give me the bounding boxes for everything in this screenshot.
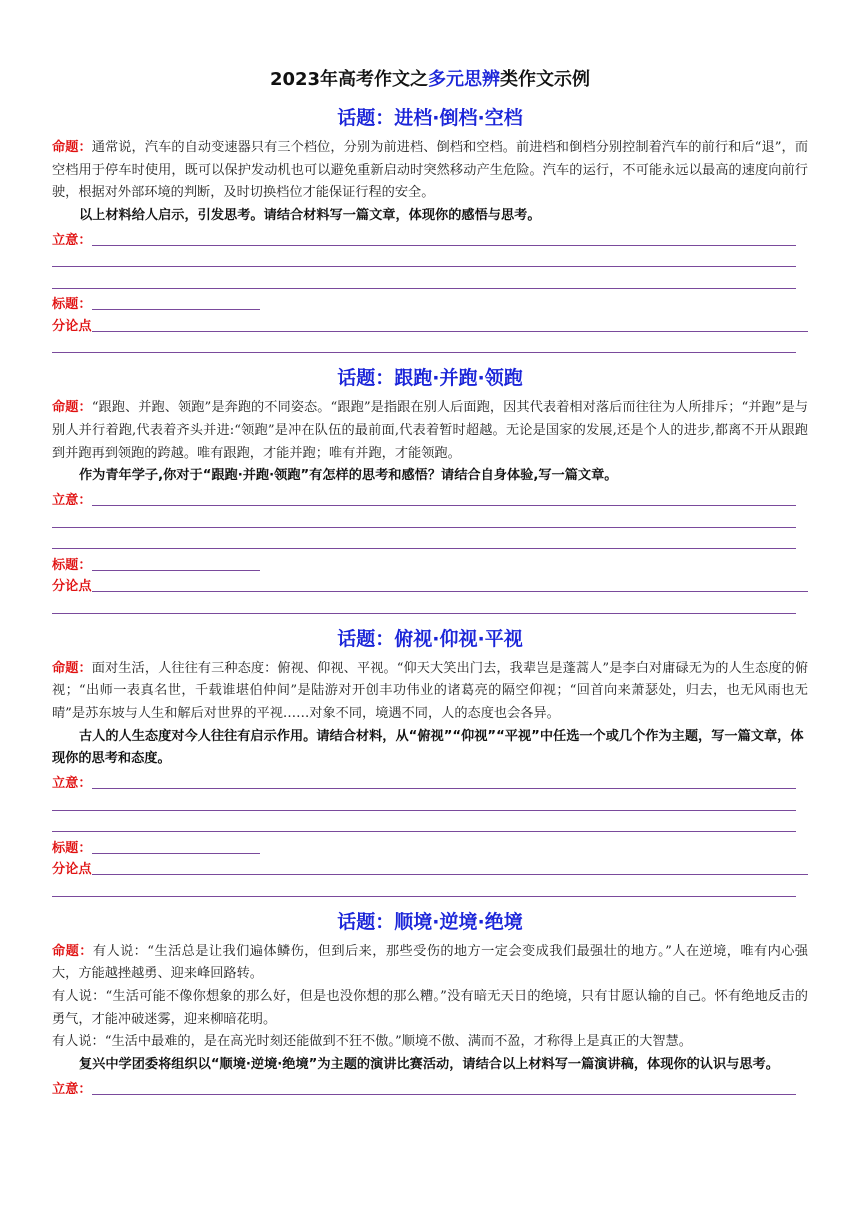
topic-heading: 话题：顺境·逆境·绝境 <box>337 910 523 933</box>
writing-rule <box>52 352 796 353</box>
prompt-label: 命题： <box>52 660 92 676</box>
idea-line[interactable] <box>52 1076 808 1098</box>
prompt-label: 命题： <box>52 943 93 959</box>
headline-label: 标题： <box>52 557 92 573</box>
idea-line-2[interactable] <box>52 249 808 271</box>
prompt-label: 命题： <box>52 140 92 155</box>
writing-task: 作为青年学子,你对于“跟跑·并跑·领跑”有怎样的思考和感悟？请结合自身体验,写一篇文章。 <box>79 468 618 484</box>
points-line-2[interactable] <box>52 878 808 900</box>
headline-line[interactable] <box>52 835 808 857</box>
writing-rule <box>52 288 796 289</box>
points-line[interactable] <box>52 857 808 879</box>
idea-line-3[interactable] <box>52 270 808 292</box>
topic-section-4 <box>52 903 808 1098</box>
idea-line[interactable] <box>52 771 808 793</box>
headline-line[interactable] <box>52 292 808 314</box>
writing-rule <box>92 245 796 246</box>
writing-rule <box>92 874 808 875</box>
material-text: “跟跑、并跑、领跑”是奔跑的不同姿态。“跟跑”是指跟在别人后面跑，因其代表着相对落后而往往为人所排斥；“并跑”是与别人并行着跑,代表着齐头并进:“领跑”是冲在队伍的最前面,代表着暂时超越。无论是国家的发展,还是个人的进步,都离不开从跟跑到并跑再到领跑的跨越。唯有跟跑，才能并跑；唯有并跑，才能领跑。 <box>52 400 809 461</box>
material-text: 面对生活，人往往有三种态度：俯视、仰视、平视。“仰天大笑出门去，我辈岂是蓬蒿人”是李白对庸碌无为的人生态度的俯视；“出师一表真名世，千载谁堪伯仲间”是陆游对开创丰功伟业的诸葛亮的隔空仰视；“回首向来萧瑟处，归去，也无风雨也无晴”是苏东坡与人生和解后对世界的平视……对象不同，境遇不同，人的态度也会各异。 <box>52 660 809 721</box>
topic-section-1 <box>52 99 808 356</box>
topic-section-2 <box>52 359 808 616</box>
idea-line-2[interactable] <box>52 792 808 814</box>
idea-line[interactable] <box>52 227 808 249</box>
document-page <box>52 64 808 1098</box>
document-title <box>52 64 808 96</box>
idea-line-3[interactable] <box>52 531 808 553</box>
idea-label: 立意： <box>52 1081 92 1097</box>
writing-rule <box>92 505 796 506</box>
writing-rule <box>52 831 796 832</box>
writing-rule <box>92 788 796 789</box>
idea-label: 立意： <box>52 232 92 248</box>
writing-rule <box>52 896 796 897</box>
writing-rule <box>52 810 796 811</box>
title-highlight: 多元思辨 <box>428 69 501 90</box>
writing-task: 以上材料给人启示，引发思考。请结合材料写一篇文章，体现你的感悟与思考。 <box>79 207 541 223</box>
writing-task: 古人的人生态度对今人往往有启示作用。请结合材料，从“俯视”“仰视”“平视”中任选一个或几个作为主题，写一篇文章，体现你的思考和态度。 <box>52 728 804 767</box>
title-part-3: 类作文示例 <box>500 69 591 90</box>
idea-label: 立意： <box>52 776 92 792</box>
material-text: 通常说，汽车的自动变速器只有三个档位，分别为前进档、倒档和空档。前进档和倒档分别控制着汽车的前行和后“退”，而空档用于停车时使用，既可以保护发动机也可以避免重新启动时突然移动产生危险。汽车的运行，不可能永远以最高的速度向前行驶，根据对外部环境的判断，及时切换档位才能保证行程的安全。 <box>52 140 809 201</box>
prompt-material <box>52 137 808 205</box>
writing-rule <box>52 548 796 549</box>
writing-rule <box>92 591 808 592</box>
idea-line-2[interactable] <box>52 509 808 531</box>
points-line-2[interactable] <box>52 595 808 617</box>
points-label: 分论点 <box>52 318 92 334</box>
headline-label: 标题： <box>52 840 92 856</box>
writing-rule <box>92 853 260 854</box>
writing-rule <box>92 570 260 571</box>
idea-label: 立意： <box>52 493 92 509</box>
writing-rule <box>52 613 796 614</box>
prompt-label: 命题： <box>52 400 92 416</box>
points-label: 分论点 <box>52 862 92 878</box>
material-text: 有人说：“生活总是让我们遍体鳞伤，但到后来，那些受伤的地方一定会变成我们最强壮的地方。”人在逆境，唯有内心强大，方能越挫越勇、迎来峰回路转。 <box>52 943 808 982</box>
writing-rule <box>92 1094 796 1095</box>
writing-rule <box>52 266 796 267</box>
writing-rule <box>92 309 260 310</box>
headline-line[interactable] <box>52 552 808 574</box>
title-part-1: 2023年高考作文之 <box>269 69 429 90</box>
idea-line-3[interactable] <box>52 814 808 836</box>
prompt-material-2: 有人说：“生活可能不像你想象的那么好，但是也没你想的那么糟。”没有暗无天日的绝境，只有甘愿认输的自己。怀有绝地反击的勇气，才能冲破迷雾，迎来柳暗花明。 <box>52 988 808 1027</box>
points-label: 分论点 <box>52 579 92 595</box>
points-line-2[interactable] <box>52 335 808 357</box>
writing-task: 复兴中学团委将组织以“顺境·逆境·绝境”为主题的演讲比赛活动，请结合以上材料写一篇演讲稿，体现你的认识与思考。 <box>79 1056 779 1072</box>
points-line[interactable] <box>52 574 808 596</box>
prompt-material-3: 有人说：“生活中最难的，是在高光时刻还能做到不狂不傲。”顺境不傲、满而不盈，才称得上是真正的大智慧。 <box>52 1034 692 1050</box>
writing-rule <box>92 331 808 332</box>
prompt-material <box>52 658 808 726</box>
topic-section-3 <box>52 620 808 900</box>
prompt-material <box>52 941 808 986</box>
topic-heading: 话题：俯视·仰视·平视 <box>337 627 523 650</box>
points-line[interactable] <box>52 313 808 335</box>
prompt-material <box>52 397 808 465</box>
headline-label: 标题： <box>52 297 92 313</box>
topic-heading: 话题：进档·倒档·空档 <box>337 107 523 129</box>
topic-heading: 话题：跟跑·并跑·领跑 <box>337 367 523 390</box>
idea-line[interactable] <box>52 488 808 510</box>
writing-rule <box>52 527 796 528</box>
